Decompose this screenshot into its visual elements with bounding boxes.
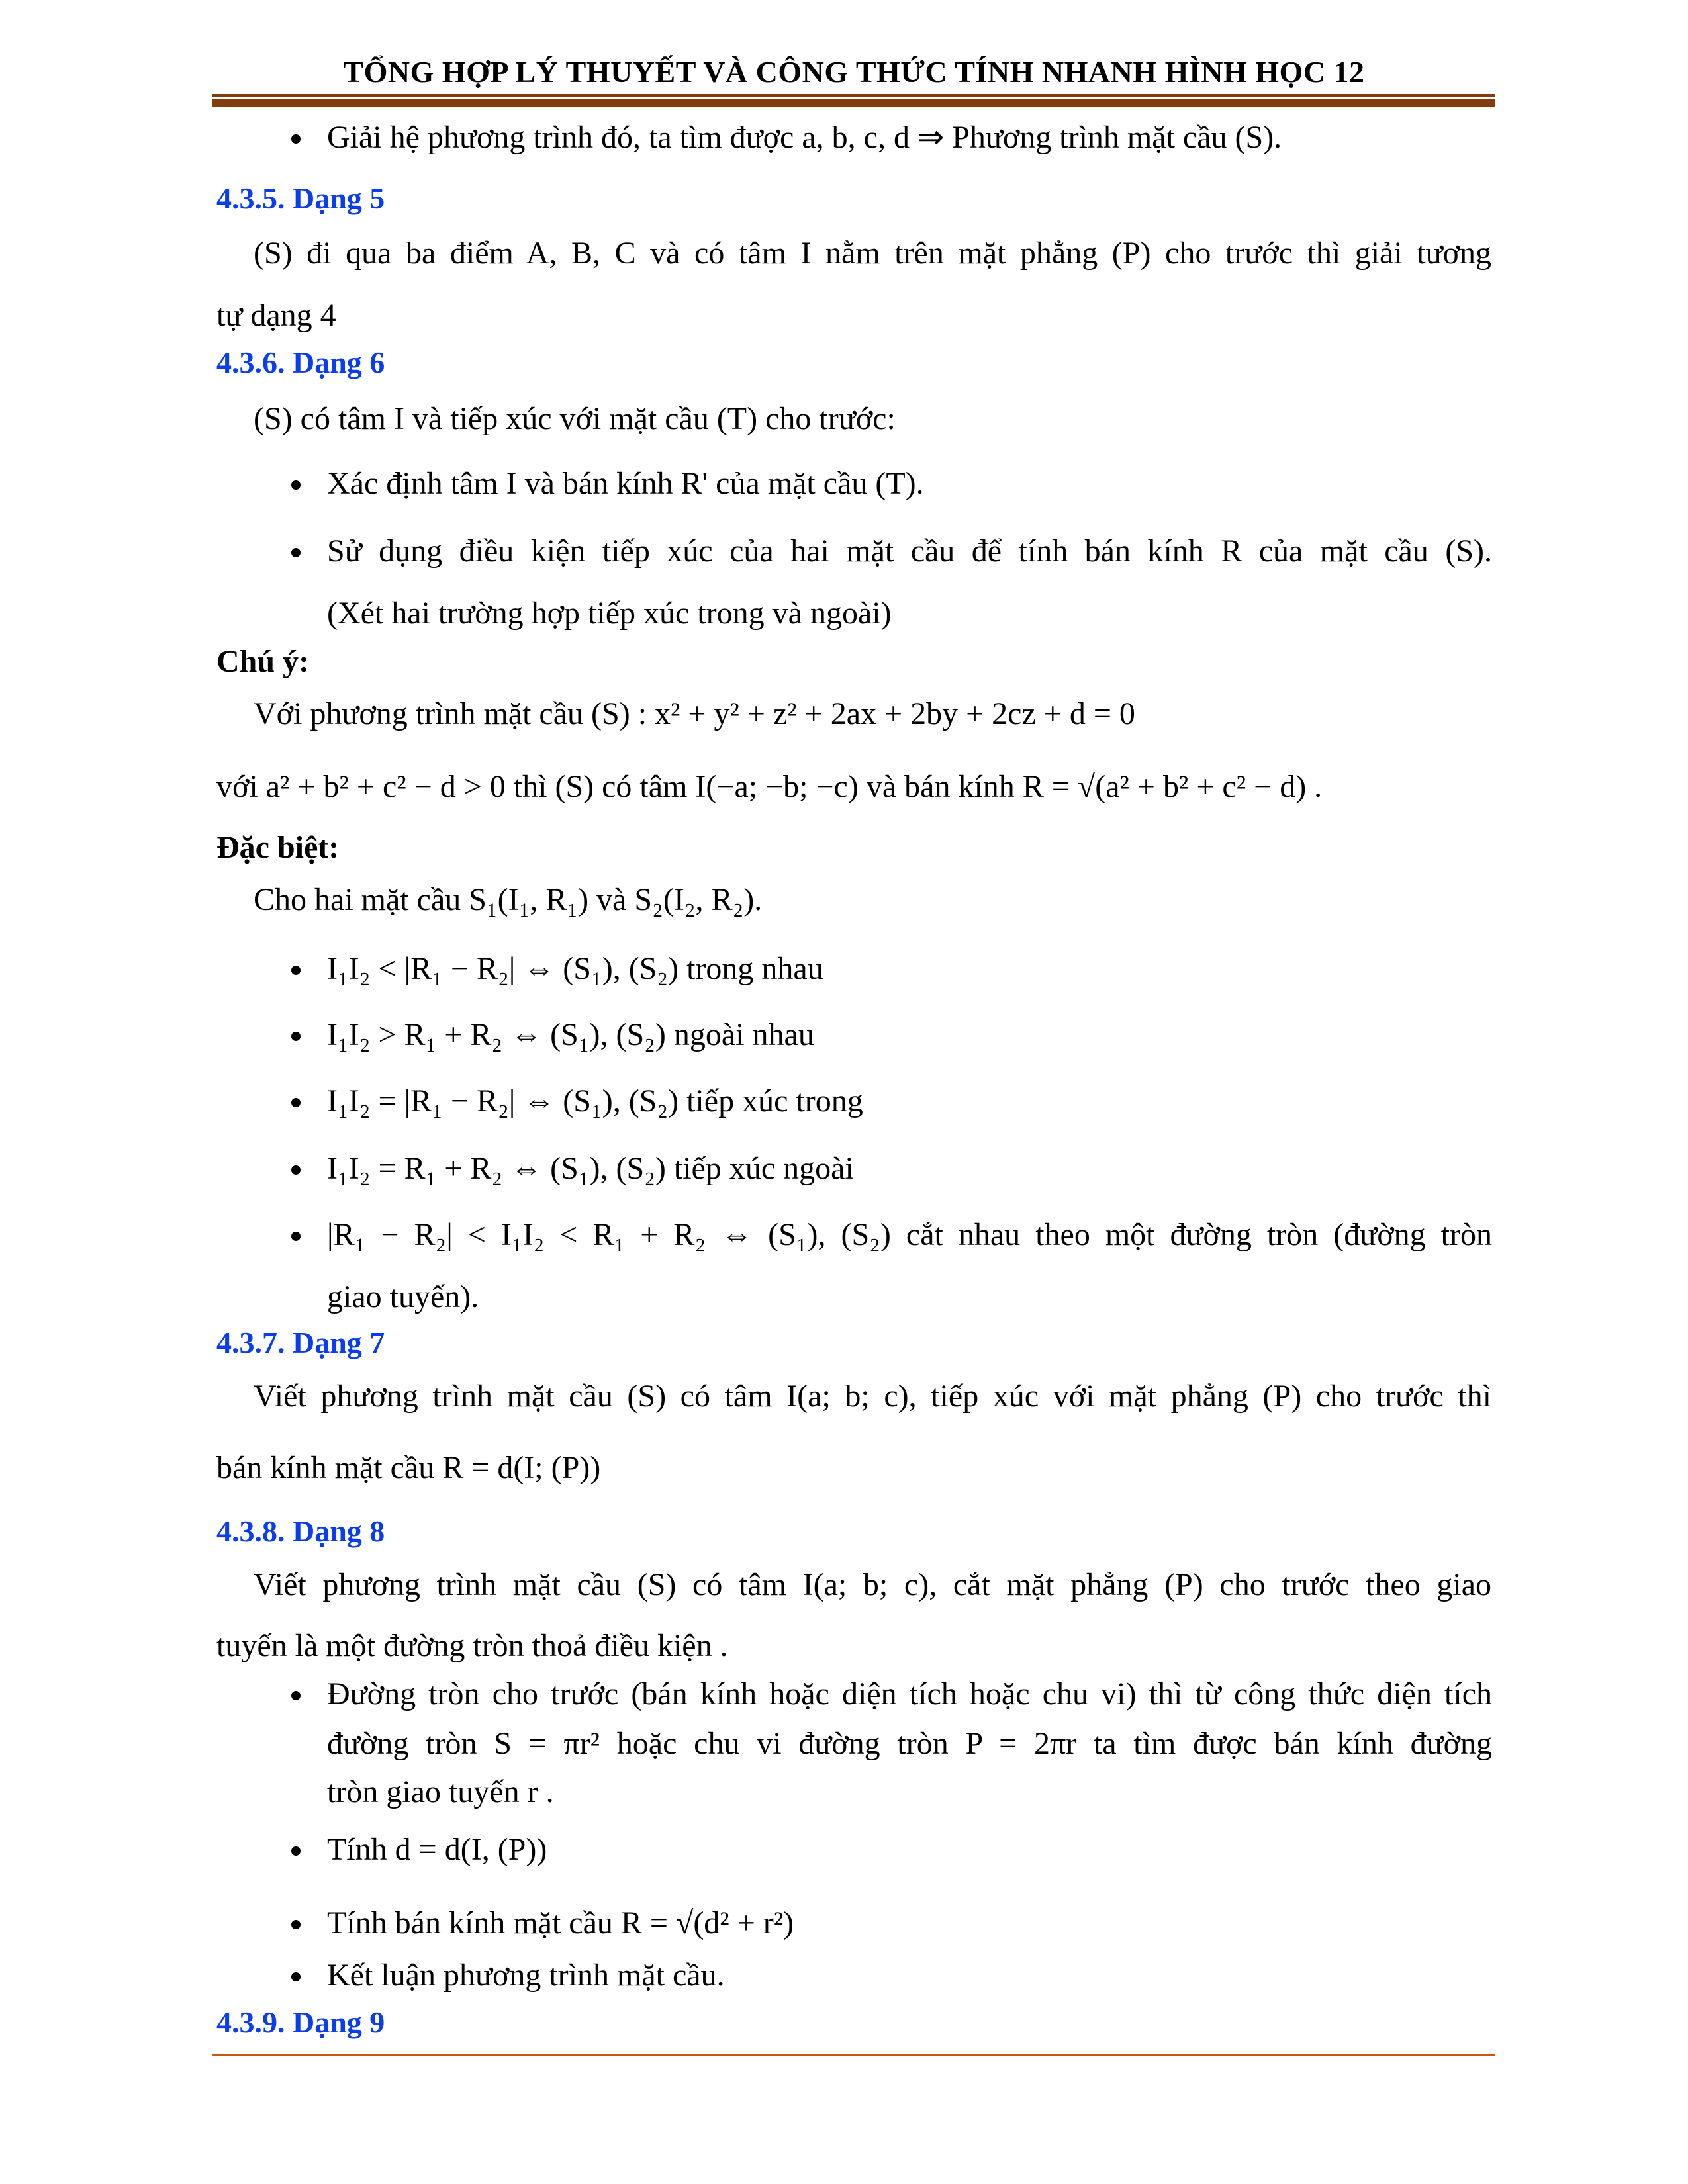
bullet-icon bbox=[291, 1032, 301, 1041]
page-header-title: TỔNG HỢP LÝ THUYẾT VÀ CÔNG THỨC TÍNH NHANH HÌNH HỌC 12 bbox=[343, 55, 1365, 89]
condition-line: I₁I₂ < |R₁ − R₂| ⇔ (S₁), (S₂) trong nhau bbox=[327, 951, 823, 986]
header-rule-thick bbox=[212, 99, 1495, 107]
bullet-icon bbox=[291, 1098, 301, 1107]
bullet-icon bbox=[291, 966, 301, 975]
special-label: Đặc biệt: bbox=[216, 830, 340, 865]
text-line: Tính d = d(I, (P)) bbox=[327, 1832, 547, 1867]
text-line: Đường tròn cho trước (bán kính hoặc diện tích hoặc chu vi) thì từ công thức diện tích bbox=[327, 1676, 1492, 1711]
text-line: tuyến là một đường tròn thoả điều kiện . bbox=[216, 1628, 728, 1663]
text-line: (S) đi qua ba điểm A, B, C và có tâm I nằm trên mặt phẳng (P) cho trước thì giải tương bbox=[254, 236, 1491, 271]
equation-line: Với phương trình mặt cầu (S) : x² + y² + z² + 2ax + 2by + 2cz + d = 0 bbox=[254, 696, 1135, 731]
text-line: Kết luận phương trình mặt cầu. bbox=[327, 1958, 725, 1993]
bullet-icon bbox=[291, 548, 301, 557]
text-line: tròn giao tuyến r . bbox=[327, 1774, 554, 1809]
condition-line: |R₁ − R₂| < I₁I₂ < R₁ + R₂ ⇔ (S₁), (S₂) cắt nhau theo một đường tròn (đường tròn bbox=[327, 1217, 1492, 1252]
section-heading-dang-6: 4.3.6. Dạng 6 bbox=[216, 345, 385, 379]
section-heading-dang-9: 4.3.9. Dạng 9 bbox=[216, 2005, 385, 2039]
text-line: giao tuyến). bbox=[327, 1279, 479, 1314]
bullet-icon bbox=[291, 1920, 301, 1929]
condition-line: I₁I₂ = R₁ + R₂ ⇔ (S₁), (S₂) tiếp xúc ngoài bbox=[327, 1151, 854, 1186]
bullet-icon bbox=[291, 1846, 301, 1856]
text-line: đường tròn S = πr² hoặc chu vi đường tròn P = 2πr ta tìm được bán kính đường bbox=[327, 1726, 1492, 1761]
text-line: Viết phương trình mặt cầu (S) có tâm I(a; b; c), cắt mặt phẳng (P) cho trước theo giao bbox=[254, 1567, 1491, 1602]
bullet-icon bbox=[291, 1165, 301, 1175]
footer-rule bbox=[212, 2054, 1495, 2056]
text-line: Giải hệ phương trình đó, ta tìm được a, b, c, d ⇒ Phương trình mặt cầu (S). bbox=[327, 120, 1282, 155]
bullet-icon bbox=[291, 1972, 301, 1981]
note-label: Chú ý: bbox=[216, 644, 310, 679]
text-line: Cho hai mặt cầu S₁(I₁, R₁) và S₂(I₂, R₂). bbox=[254, 882, 763, 917]
section-heading-dang-8: 4.3.8. Dạng 8 bbox=[216, 1514, 385, 1548]
text-line: Sử dụng điều kiện tiếp xúc của hai mặt cầu để tính bán kính R của mặt cầu (S). bbox=[327, 533, 1492, 569]
section-heading-dang-5: 4.3.5. Dạng 5 bbox=[216, 181, 385, 215]
condition-line: I₁I₂ > R₁ + R₂ ⇔ (S₁), (S₂) ngoài nhau bbox=[327, 1017, 814, 1052]
text-line: Xác định tâm I và bán kính R' của mặt cầu (T). bbox=[327, 466, 924, 501]
bullet-icon bbox=[291, 1691, 301, 1700]
bullet-icon bbox=[291, 1232, 301, 1241]
text-line: bán kính mặt cầu R = d(I; (P)) bbox=[216, 1450, 601, 1485]
text-line: Viết phương trình mặt cầu (S) có tâm I(a; b; c), tiếp xúc với mặt phẳng (P) cho trước thì bbox=[254, 1379, 1491, 1414]
text-line: Tính bán kính mặt cầu R = √(d² + r²) bbox=[327, 1905, 794, 1940]
text-line: (Xét hai trường hợp tiếp xúc trong và ngoài) bbox=[327, 596, 892, 631]
text-line: (S) có tâm I và tiếp xúc với mặt cầu (T) cho trước: bbox=[254, 401, 896, 436]
section-heading-dang-7: 4.3.7. Dạng 7 bbox=[216, 1326, 385, 1359]
equation-line: với a² + b² + c² − d > 0 thì (S) có tâm I(−a; −b; −c) và bán kính R = √(a² + b² + c² − d) . bbox=[216, 769, 1323, 804]
bullet-icon bbox=[291, 480, 301, 490]
text-line: tự dạng 4 bbox=[216, 298, 336, 333]
header-rule-thin bbox=[212, 94, 1495, 97]
bullet-icon bbox=[291, 134, 301, 144]
condition-line: I₁I₂ = |R₁ − R₂| ⇔ (S₁), (S₂) tiếp xúc trong bbox=[327, 1083, 863, 1118]
